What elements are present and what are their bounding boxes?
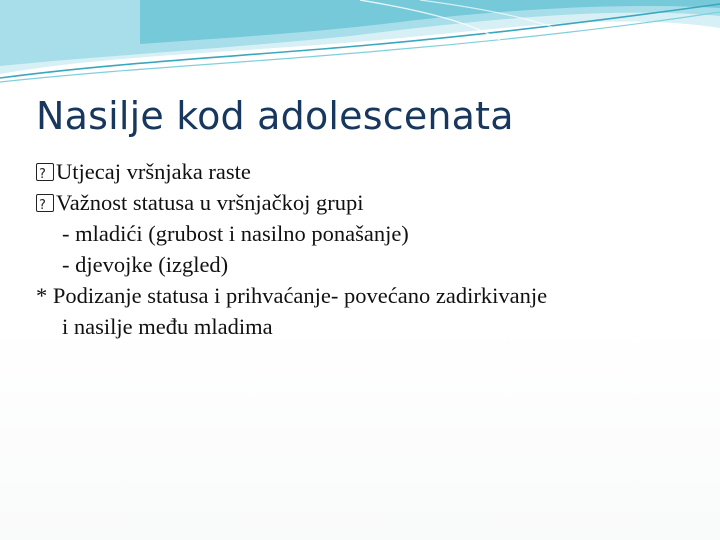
sub-item: - djevojke (izgled): [62, 252, 229, 277]
note-line: * Podizanje statusa i prihvaćanje- povećano zadirkivanje: [36, 283, 548, 308]
header-wave-decoration: [0, 0, 720, 90]
note-line-continued: i nasilje među mladima: [62, 314, 273, 339]
bullet-placeholder-icon: [36, 163, 54, 181]
bullet-text: Utjecaj vršnjaka raste: [56, 159, 251, 184]
slide-title: Nasilje kod adolescenata: [36, 94, 514, 138]
bullet-item: [36, 187, 706, 218]
bullet-item: [36, 156, 706, 187]
sub-item: - mladići (grubost i nasilno ponašanje): [62, 221, 409, 246]
slide-body: [36, 156, 706, 342]
bullet-text: Važnost statusa u vršnjačkoj grupi: [56, 190, 364, 215]
bullet-placeholder-icon: [36, 194, 54, 212]
